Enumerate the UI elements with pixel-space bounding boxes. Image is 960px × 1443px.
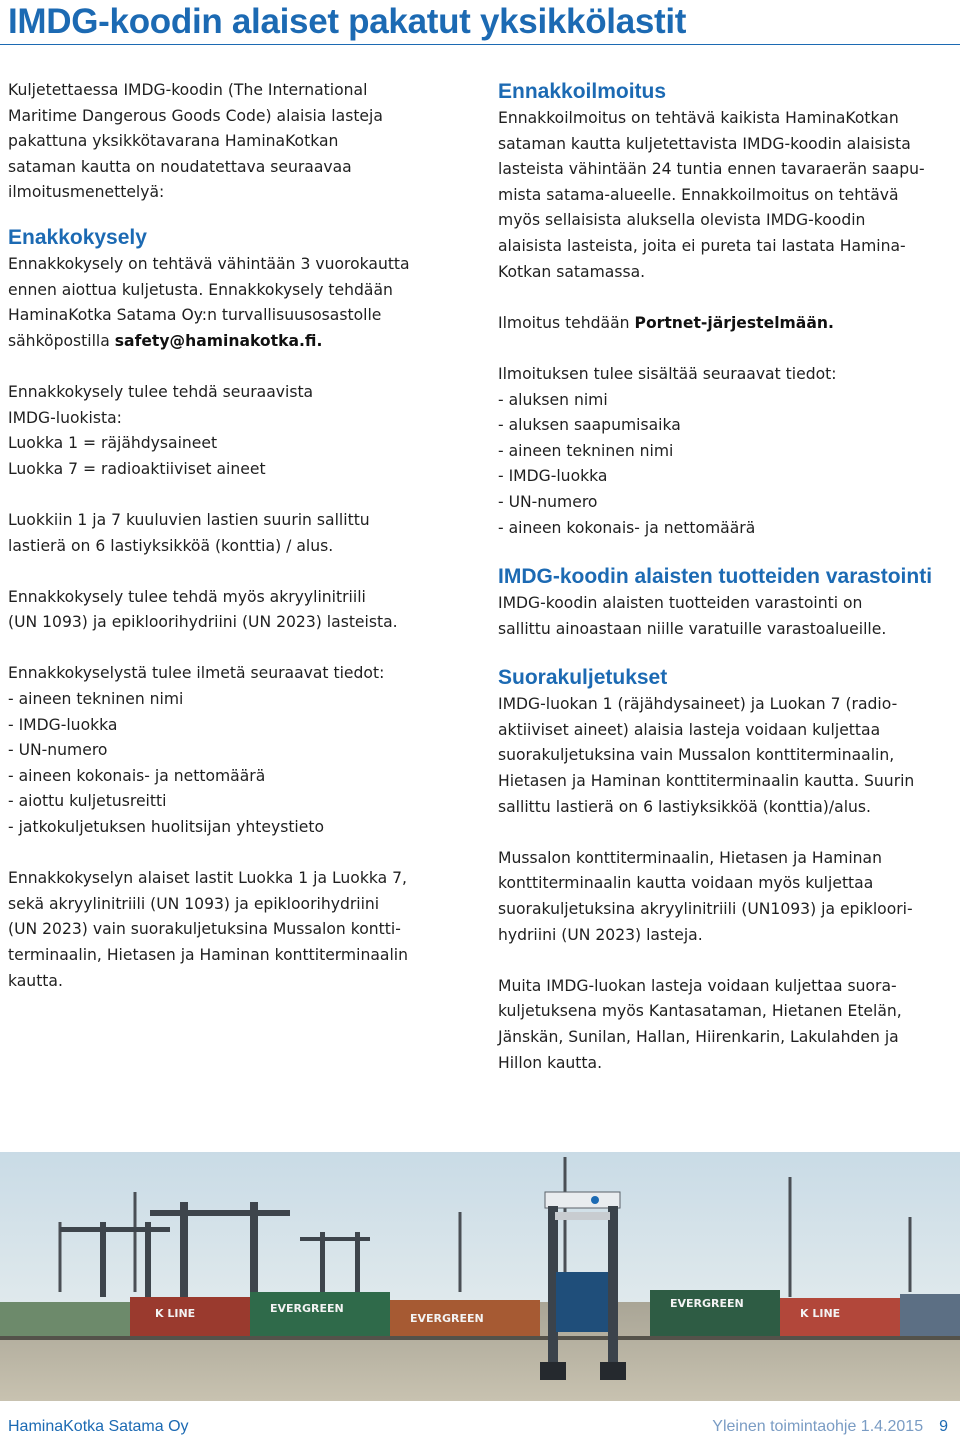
ennakkoilmoitus-heading: Ennakkoilmoitus (498, 80, 667, 103)
notice-info-list: Ilmoituksen tulee sisältää seuraavat tiedot: - aluksen nimi - aluksen saapumisaika - aineen tekninen nimi - IMDG-luokka - UN-numero - aineen kokonais- ja nettomäärä (498, 364, 837, 537)
port-photo (0, 1152, 960, 1401)
classes-paragraph: Ennakkokysely tulee tehdä seuraavista IMDG-luokista: Luokka 1 = räjähdysaineet Luokka 7 = radioaktiiviset aineet (8, 382, 314, 478)
acrylonitrile-paragraph: Ennakkokysely tulee tehdä myös akryylinitriili (UN 1093) ja epikloorihydriini (UN 2023) lasteista. (8, 587, 398, 632)
list-item: - jatkokuljetuksen huolitsijan yhteystieto (8, 818, 325, 837)
container-label: K LINE (155, 1307, 196, 1320)
closing-paragraph: Ennakkokyselyn alaiset lastit Luokka 1 ja Luokka 7, sekä akryylinitriili (UN 1093) ja epikloorihydriini (UN 2023) vain suorakuljetuksina Mussalon kontti- terminaalin, Hietasen ja Haminan konttiterminaalin kautta. (8, 869, 409, 990)
list-item: - aluksen nimi (498, 390, 608, 409)
list-item: - aluksen saapumisaika (498, 416, 681, 435)
list-item: - aineen kokonais- ja nettomäärä (498, 518, 756, 537)
portnet-paragraph: Ilmoitus tehdään Portnet-järjestelmään. (498, 313, 834, 332)
footer-right (712, 1418, 948, 1436)
class-7-line: Luokka 7 = radioaktiiviset aineet (8, 459, 266, 478)
intro-paragraph: Kuljetettaessa IMDG-koodin (The International Maritime Dangerous Goods Code) alaisia lasteja pakattuna yksikkötavarana HaminaKotkan sataman kautta on noudatettava seuraavaa ilmoitusmenettelyä: (8, 81, 383, 202)
enakkokysely-paragraph: Ennakkokysely on tehtävä vähintään 3 vuorokautta ennen aiottua kuljetusta. Ennakkokysely tehdään HaminaKotka Satama Oy:n turvallisuusosastolle sähköpostilla safety@haminakotka.fi. (8, 254, 410, 350)
list-item: - aiottu kuljetusreitti (8, 792, 167, 811)
list-item: - aineen tekninen nimi (8, 690, 184, 709)
list-item: - UN-numero (8, 741, 108, 760)
class-1-line: Luokka 1 = räjähdysaineet (8, 434, 218, 453)
list-item: - aineen kokonais- ja nettomäärä (8, 766, 266, 785)
required-info-list: Ennakkokyselystä tulee ilmetä seuraavat tiedot: - aineen tekninen nimi - IMDG-luokka - UN-numero - aineen kokonais- ja nettomäärä - aiottu kuljetusreitti - jatkokuljetuksen huolitsijan yhteystieto (8, 664, 385, 837)
list-item: - IMDG-luokka (8, 715, 118, 734)
port-illustration (0, 1152, 960, 1401)
left-column (8, 78, 460, 994)
direct-transport-paragraph-2: Mussalon konttiterminaalin, Hietasen ja Haminan konttiterminaalin kautta voidaan myös kuljettaa suorakuljetuksina akryylinitriili (UN1093) ja epikloori- hydriini (UN 2023) lasteja. (498, 848, 913, 944)
max-batch-paragraph: Luokkiin 1 ja 7 kuuluvien lastien suurin sallittu lastierä on 6 lastiyksikköä (konttia) / alus. (8, 510, 370, 555)
container-label: EVERGREEN (270, 1302, 344, 1315)
container-label: EVERGREEN (410, 1312, 484, 1325)
container-label: K LINE (800, 1307, 841, 1320)
list-item: - UN-numero (498, 492, 598, 511)
title-divider (0, 44, 960, 45)
portnet-link[interactable]: Portnet-järjestelmään. (634, 313, 834, 332)
direct-transport-paragraph-3: Muita IMDG-luokan lasteja voidaan kuljettaa suora- kuljetuksena myös Kantasataman, Hietanen Etelän, Jänskän, Sunilan, Hallan, Hiirenkarin, Lakulahden ja Hillon kautta. (498, 976, 902, 1072)
footer-company: HaminaKotka Satama Oy (8, 1418, 189, 1435)
storage-heading: IMDG-koodin alaisten tuotteiden varastointi (498, 565, 933, 589)
direct-transport-heading: Suorakuljetukset (498, 666, 668, 690)
safety-email-link[interactable]: safety@haminakotka.fi. (114, 331, 323, 350)
enakkokysely-heading: Enakkokysely (8, 225, 147, 249)
footer-document-title: Yleinen toimintaohje 1.4.2015 (712, 1418, 924, 1435)
ennakkoilmoitus-paragraph: Ennakkoilmoitus on tehtävä kaikista HaminaKotkan sataman kautta kuljetettavista IMDG-koodin alaisista lasteista vähintään 24 tuntia ennen tavaraerän saapu- mista satama-alueelle. Ennakkoilmoitus on tehtävä myös sellaisista aluksella olevista IMDG-koodin alaisista lasteista, joita ei pureta tai lastata Hamina- Kotkan satamassa. (498, 109, 925, 281)
page-number: 9 (939, 1418, 948, 1435)
direct-transport-paragraph-1: IMDG-luokan 1 (räjähdysaineet) ja Luokan 7 (radio- aktiiviset aineet) alaisia lasteja voidaan kuljettaa suorakuljetuksina vain Mussalon konttiterminaalin, Hietasen ja Haminan konttiterminaalin kautta. Suurin sallittu lastierä on 6 lastiyksikköä (konttia)/alus. (498, 695, 915, 816)
container-label: EVERGREEN (670, 1297, 744, 1310)
page-title: IMDG-koodin alaiset pakatut yksikkölastit (8, 2, 687, 41)
storage-paragraph: IMDG-koodin alaisten tuotteiden varastointi on sallittu ainoastaan niille varatuille varastoalueille. (498, 594, 887, 638)
list-item: - aineen tekninen nimi (498, 441, 674, 460)
right-column (498, 78, 953, 1076)
list-item: - IMDG-luokka (498, 467, 608, 486)
